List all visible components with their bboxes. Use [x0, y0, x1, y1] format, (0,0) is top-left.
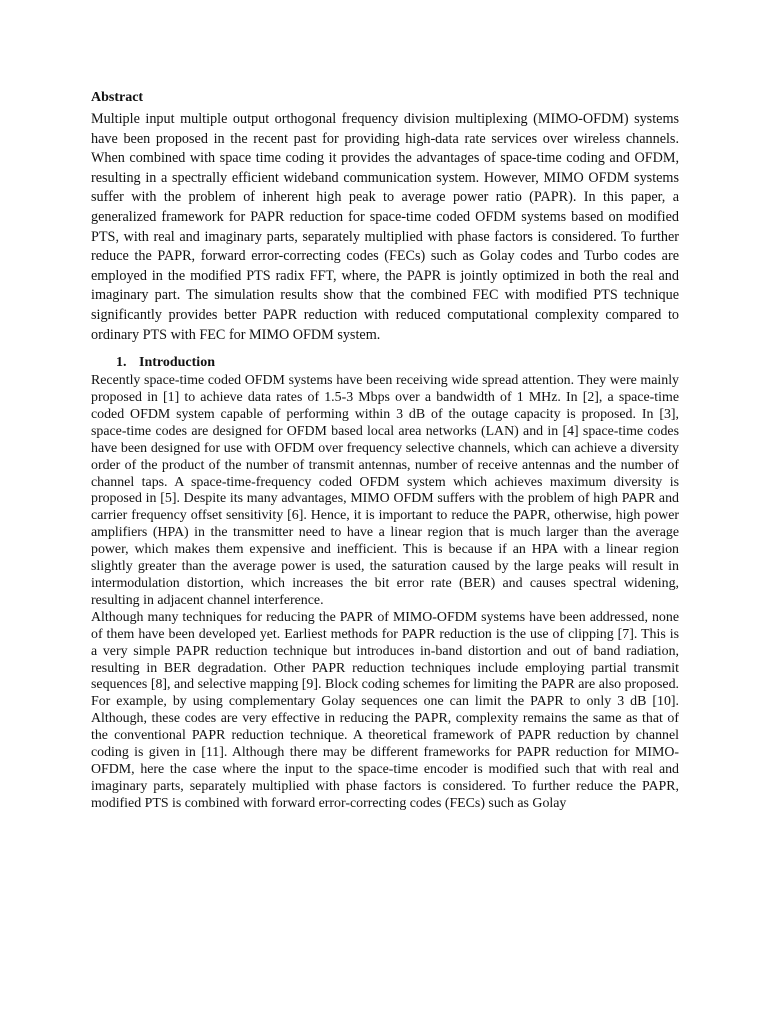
abstract-heading: Abstract — [91, 90, 144, 105]
intro-paragraph-2: Although many techniques for reducing the PAPR of MIMO-OFDM systems have been addressed, none of them have been developed yet. Earliest methods for PAPR reduction is the use of clipping [7]. This is a very simple PAPR reduction technique but introduces in-band distortion and out of band radiation, resulting in BER degradation. Other PAPR reduction techniques include employing partial transmit sequences [8], and selective mapping [9]. Block coding schemes for limiting the PAPR are also proposed. For example, by using complementary Golay sequences one can limit the PAPR to only 3 dB [10]. Although, these codes are very effective in reducing the PAPR, complexity remains the same as that of the conventional PAPR reduction technique. A theoretical framework of PAPR reduction by channel coding is given in [11]. Although there may be different frameworks for PAPR reduction for MIMO-OFDM, here the case where the input to the space-time encoder is modified such that with real and imaginary parts, separately multiplied with phase factors is considered. To further reduce the PAPR, modified PTS is combined with forward error-correcting codes (FECs) such as Golay — [91, 609, 679, 811]
intro-paragraph-1: Recently space-time coded OFDM systems have been receiving wide spread attention. They were mainly proposed in [1] to achieve data rates of 1.5-3 Mbps over a bandwidth of 1 MHz. In [2], a space-time coded OFDM system capable of performing within 3 dB of the outage capacity is proposed. In [3], space-time codes are designed for OFDM based local area networks (LAN) and in [4] space-time codes have been designed for use with OFDM over frequency selective channels, which can achieve a diversity order of the product of the number of transmit antennas, number of receive antennas and the number of channel taps. A space-time-frequency coded OFDM system which achieves maximum diversity is proposed in [5]. Despite its many advantages, MIMO OFDM suffers with the problem of high PAPR and carrier frequency offset sensitivity [6]. Hence, it is important to reduce the PAPR, otherwise, high power amplifiers (HPA) in the transmitter need to have a linear region that is much larger than the average power, which makes them expensive and inefficient. This is because if an HPA with a linear region slightly greater than the average power is used, the saturation caused by the large peaks will result in intermodulation distortion, which increases the bit error rate (BER) and causes spectral widening, resulting in adjacent channel interference. — [91, 373, 679, 608]
section-heading-introduction — [91, 353, 679, 373]
document-page — [91, 88, 679, 813]
section-title: Introduction — [139, 355, 215, 371]
abstract-text: Multiple input multiple output orthogonal frequency division multiplexing (MIMO-OFDM) systems have been proposed in the recent past for providing high-data rate services over wireless channels. When combined with space time coding it provides the advantages of space-time coding and OFDM, resulting in a spectrally efficient wideband communication system. However, MIMO OFDM systems suffer with the problem of inherent high peak to average power ratio (PAPR). In this paper, a generalized framework for PAPR reduction for space-time coded OFDM systems based on modified PTS, with real and imaginary parts, separately multiplied with phase factors is considered. To further reduce the PAPR, forward error-correcting codes (FECs) such as Golay codes and Turbo codes are employed in the modified PTS radix FFT, where, the PAPR is jointly optimized in both the real and imaginary part. The simulation results show that the combined FEC with modified PTS technique significantly provides better PAPR reduction with reduced computational complexity compared to ordinary PTS with FEC for MIMO OFDM system. — [91, 111, 679, 343]
section-number: 1. — [116, 355, 127, 371]
